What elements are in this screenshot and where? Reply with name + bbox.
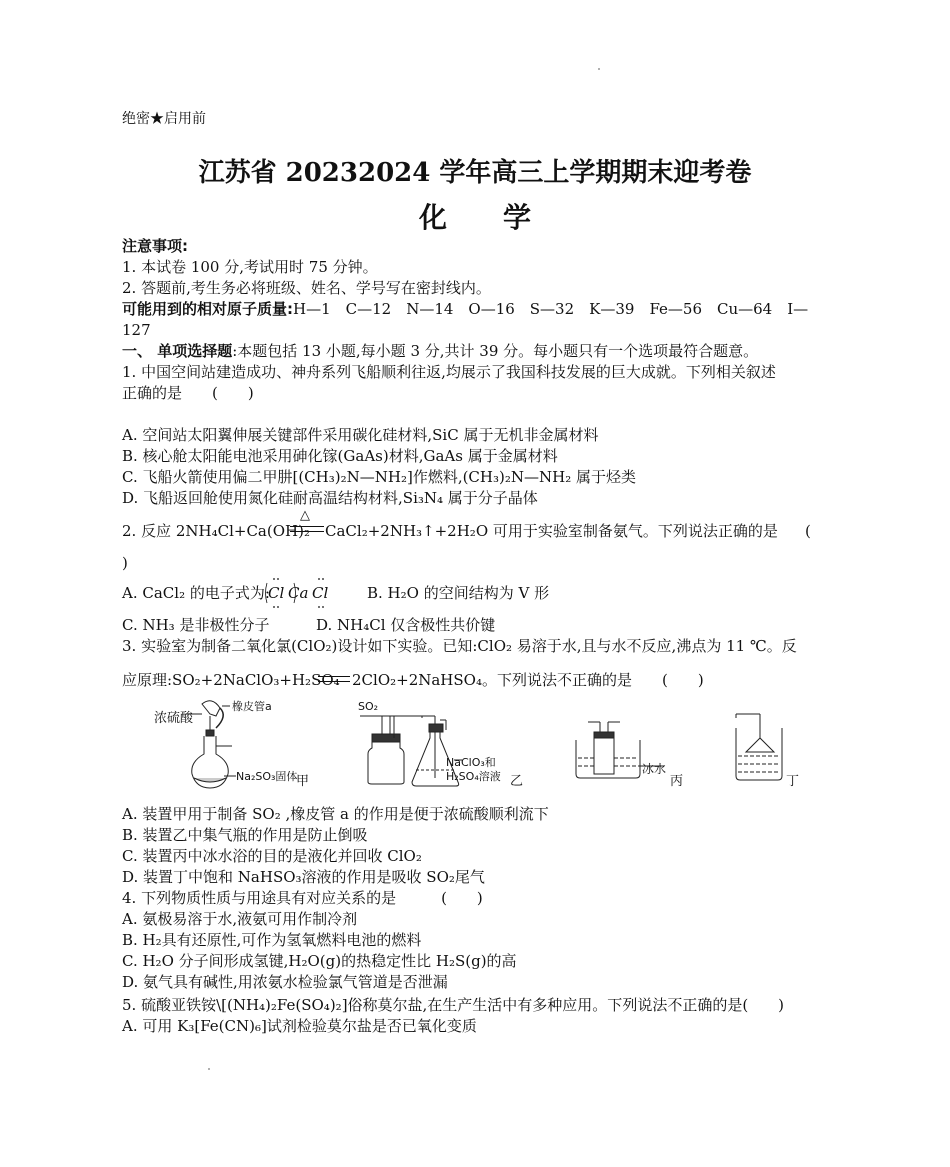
q3-option-c: C. 装置丙中冰水浴的目的是液化并回收 ClO₂: [122, 847, 422, 865]
fig-yi-label-naclo3: NaClO₃和: [446, 756, 496, 769]
q4-option-b: B. H₂具有还原性,可作为氢氧燃料电池的燃料: [122, 931, 422, 949]
q2-paren-close: ): [122, 554, 128, 572]
q4-stem: 4. 下列物质性质与用途具有对应关系的是 ( ): [122, 889, 483, 907]
q3-stem-line1: 3. 实验室为制备二氧化氯(ClO₂)设计如下实验。已知:ClO₂ 易溶于水,且与水不反应,沸点为 11 ℃。反: [122, 637, 797, 655]
q3-option-b: B. 装置乙中集气瓶的作用是防止倒吸: [122, 826, 368, 844]
apparatus-ding: [736, 714, 782, 780]
section-1-desc: :本题包括 13 小题,每小题 3 分,共计 39 分。每小题只有一个选项最符合题意。: [232, 342, 759, 360]
exam-title: 江苏省 20232024 学年高三上学期期末迎考卷: [198, 158, 752, 188]
q1-option-d: D. 飞船返回舱使用氮化硅耐高温结构材料,Si₃N₄ 属于分子晶体: [122, 489, 538, 507]
atomic-mass-line: [122, 299, 808, 320]
q2-option-d: D. NH₄Cl 仅含极性共价键: [316, 616, 496, 634]
fig-jia-label-solid: Na₂SO₃固体: [236, 770, 298, 783]
q2-option-a-prefix: A. CaCl₂ 的电子式为:: [122, 584, 270, 602]
q1-option-c: C. 飞船火箭使用偏二甲肼[(CH₃)₂N—NH₂]作燃料,(CH₃)₂N—NH₂ 属于烃类: [122, 468, 636, 486]
scan-speck: [598, 68, 600, 70]
q2-option-a: [122, 583, 270, 604]
q5-option-a: A. 可用 K₃[Fe(CN)₆]试剂检验莫尔盐是否已氧化变质: [122, 1017, 477, 1035]
q3-stem-part1: 应原理:SO₂+2NaClO₃+H₂SO₄: [122, 671, 340, 689]
q2-option-c: C. NH₃ 是非极性分子: [122, 616, 270, 634]
fig-bing-label-ice: 冰水: [642, 762, 667, 776]
q2-paren-open: (: [805, 522, 811, 540]
atomic-mass-tail: 127: [122, 321, 151, 339]
notice-heading: 注意事项:: [122, 237, 188, 255]
confidential-label: 绝密★启用前: [122, 111, 206, 127]
subject-title: 化 学: [418, 201, 531, 234]
notice-item-2: 2. 答题前,考生务必将班级、姓名、学号写在密封线内。: [122, 279, 491, 297]
q2-option-b: B. H₂O 的空间结构为 V 形: [367, 584, 550, 602]
q2-stem-part2: CaCl₂+2NH₃↑+2H₂O 可用于实验室制备氨气。下列说法正确的是: [325, 522, 778, 540]
q2-stem-part1: 2. 反应 2NH₄Cl+Ca(OH)₂: [122, 522, 310, 540]
section-1-label: 一、 单项选择题: [122, 342, 233, 360]
scan-speck: [208, 1068, 210, 1070]
atomic-mass-values: H—1 C—12 N—14 O—16 S—32 K—39 Fe—56 Cu—64 I—: [293, 300, 809, 318]
q1-stem-line1: 1. 中国空间站建造成功、神舟系列飞船顺利往返,均展示了我国科技发展的巨大成就。下列相关叙述: [122, 363, 776, 381]
apparatus-figure: [150, 696, 810, 792]
fig-jia-tag: 甲: [296, 774, 310, 789]
q3-option-a: A. 装置甲用于制备 SO₂ ,橡皮管 a 的作用是便于浓硫酸顺利流下: [122, 805, 549, 823]
cl-atom-2: Cl: [312, 584, 329, 602]
cl-atom-1: Cl: [268, 584, 285, 602]
q4-option-a: A. 氨极易溶于水,液氨可用作制冷剂: [122, 910, 358, 928]
ca-atom: Ca: [288, 584, 309, 602]
q3-stem-part2: 2ClO₂+2NaHSO₄。下列说法不正确的是 ( ): [352, 671, 704, 689]
q1-stem-line2: 正确的是 ( ): [122, 384, 254, 402]
fig-bing-tag: 丙: [670, 774, 684, 789]
q1-option-a: A. 空间站太阳翼伸展关键部件采用碳化硅材料,SiC 属于无机非金属材料: [122, 426, 599, 444]
notice-item-1: 1. 本试卷 100 分,考试用时 75 分钟。: [122, 258, 378, 276]
q4-option-d: D. 氨气具有碱性,用浓氨水检验氯气管道是否泄漏: [122, 973, 448, 991]
section-1-heading: [122, 341, 758, 362]
heat-condition: △: [300, 508, 310, 523]
fig-yi-tag: 乙: [510, 774, 524, 789]
q1-option-b: B. 核心舱太阳能电池采用砷化镓(GaAs)材料,GaAs 属于金属材料: [122, 447, 558, 465]
apparatus-jia: [186, 701, 236, 788]
equals-arrow: [318, 676, 350, 682]
fig-yi-label-so2: SO₂: [358, 700, 379, 713]
fig-yi-label-h2so4: H₂SO₄溶液: [446, 770, 501, 783]
reaction-arrow: [290, 526, 324, 532]
q5-stem: 5. 硫酸亚铁铵\[(NH₄)₂Fe(SO₄)₂]俗称莫尔盐,在生产生活中有多种应用。下列说法不正确的是( ): [122, 996, 785, 1014]
fig-jia-label-tube: 橡皮管a: [232, 700, 272, 713]
atomic-mass-label: 可能用到的相对原子质量:: [122, 300, 293, 318]
q3-option-d: D. 装置丁中饱和 NaHSO₃溶液的作用是吸收 SO₂尾气: [122, 868, 485, 886]
fig-jia-label-acid: 浓硫酸: [154, 711, 194, 726]
fig-ding-tag: 丁: [786, 774, 800, 789]
q4-option-c: C. H₂O 分子间形成氢键,H₂O(g)的热稳定性比 H₂S(g)的高: [122, 952, 517, 970]
